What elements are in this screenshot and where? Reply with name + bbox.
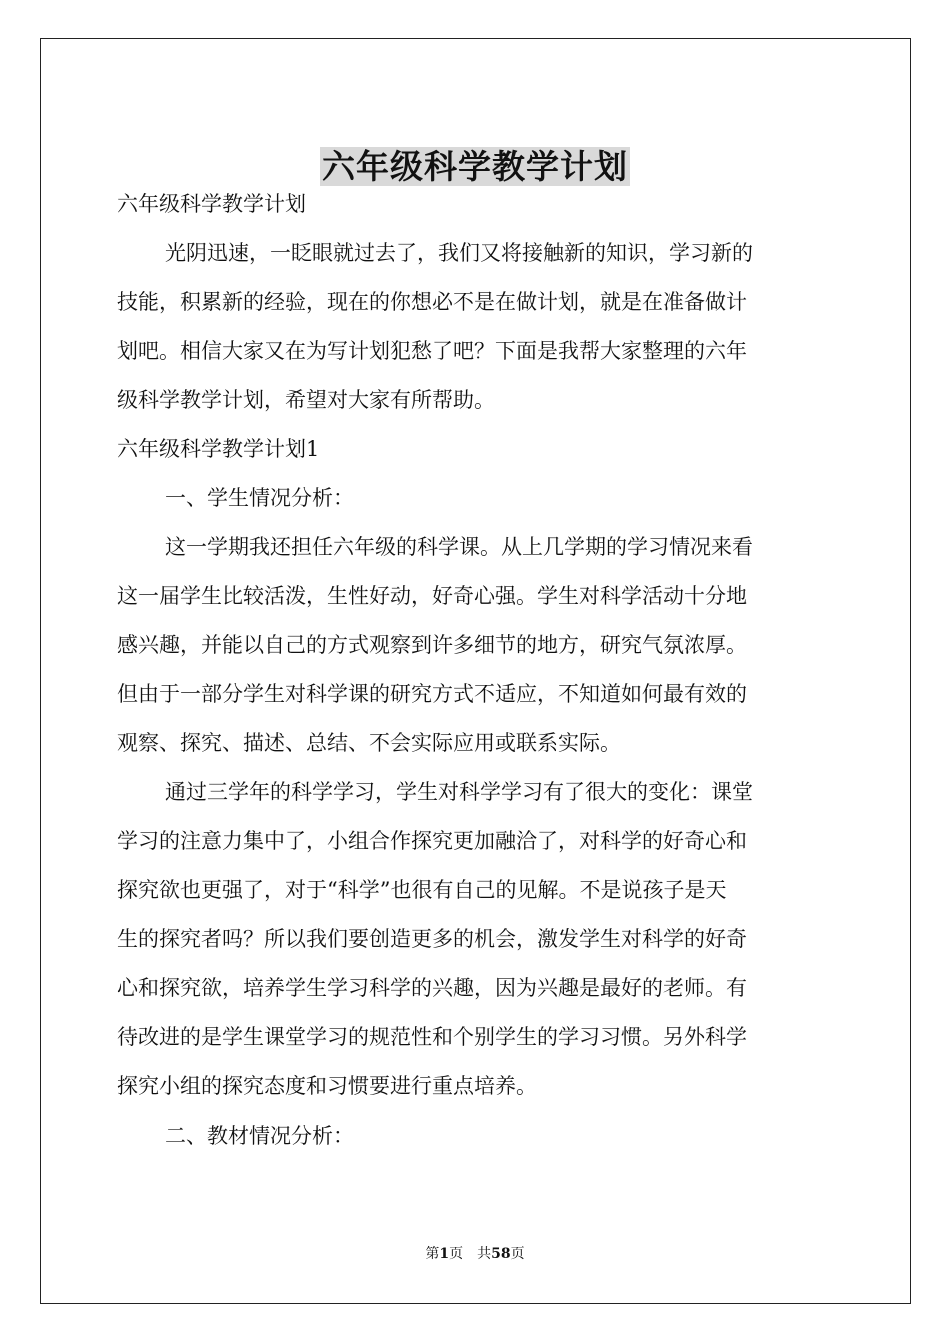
paragraph-line: 这一学期我还担任六年级的科学课。从上几学期的学习情况来看 bbox=[165, 535, 753, 559]
paragraph-line: 通过三学年的科学学习，学生对科学学习有了很大的变化：课堂 bbox=[165, 780, 753, 804]
subtitle-line: 六年级科学教学计划 bbox=[117, 192, 306, 216]
footer-page-prefix: 第 bbox=[425, 1246, 440, 1262]
paragraph-line: 学习的注意力集中了，小组合作探究更加融洽了，对科学的好奇心和 bbox=[117, 829, 747, 853]
paragraph-line: 生的探究者吗？所以我们要创造更多的机会，激发学生对科学的好奇 bbox=[117, 927, 747, 951]
intro-paragraph-line: 划吧。相信大家又在为写计划犯愁了吧？下面是我帮大家整理的六年 bbox=[117, 339, 747, 363]
section-heading: 六年级科学教学计划1 bbox=[117, 437, 320, 461]
subsection-heading: 一、学生情况分析： bbox=[165, 486, 354, 510]
footer-page-number: 1 bbox=[439, 1246, 450, 1262]
paragraph-line: 探究欲也更强了，对于“科学”也很有自己的见解。不是说孩子是天 bbox=[117, 878, 727, 902]
subsection-heading: 二、教材情况分析： bbox=[165, 1124, 354, 1148]
document-title-text: 六年级科学教学计划 bbox=[322, 147, 628, 187]
intro-paragraph-line: 级科学教学计划，希望对大家有所帮助。 bbox=[117, 388, 495, 412]
paragraph-line: 待改进的是学生课堂学习的规范性和个别学生的学习习惯。另外科学 bbox=[117, 1025, 747, 1049]
footer-page-suffix: 页 bbox=[449, 1246, 464, 1262]
intro-paragraph-line: 技能，积累新的经验，现在的你想必不是在做计划，就是在准备做计 bbox=[117, 290, 747, 314]
page-footer bbox=[0, 1244, 950, 1264]
intro-paragraph-line: 光阴迅速，一眨眼就过去了，我们又将接触新的知识，学习新的 bbox=[165, 241, 753, 265]
footer-total-pages: 58 bbox=[491, 1246, 511, 1262]
paragraph-line: 心和探究欲，培养学生学习科学的兴趣，因为兴趣是最好的老师。有 bbox=[117, 976, 747, 1000]
paragraph-line: 这一届学生比较活泼，生性好动，好奇心强。学生对科学活动十分地 bbox=[117, 584, 747, 608]
paragraph-line: 探究小组的探究态度和习惯要进行重点培养。 bbox=[117, 1074, 537, 1098]
paragraph-line: 感兴趣，并能以自己的方式观察到许多细节的地方，研究气氛浓厚。 bbox=[117, 633, 747, 657]
footer-total-prefix: 共 bbox=[477, 1246, 492, 1262]
paragraph-line: 观察、探究、描述、总结、不会实际应用或联系实际。 bbox=[117, 731, 621, 755]
document-body bbox=[117, 180, 833, 1161]
footer-total-suffix: 页 bbox=[510, 1246, 525, 1262]
paragraph-line: 但由于一部分学生对科学课的研究方式不适应，不知道如何最有效的 bbox=[117, 682, 747, 706]
